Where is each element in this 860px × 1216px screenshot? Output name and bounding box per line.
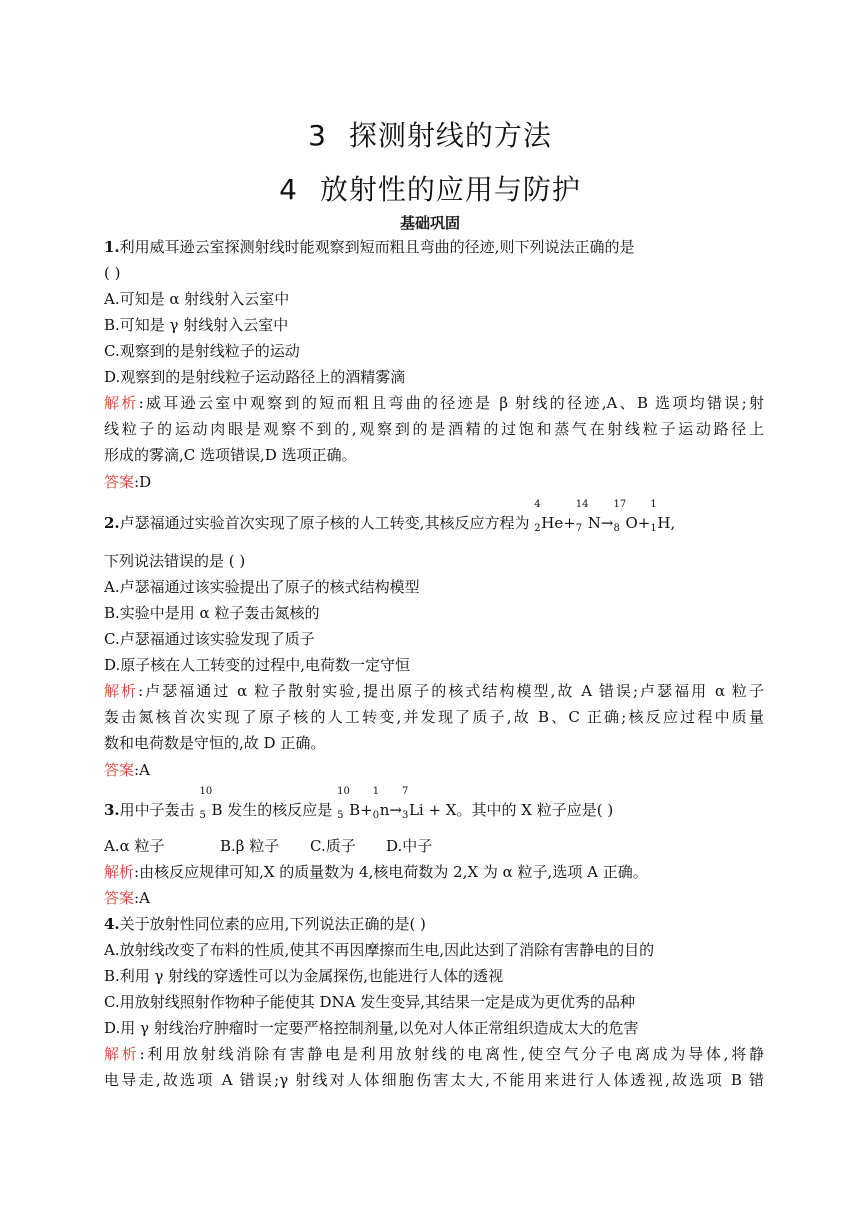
q3-analysis: 解析:由核反应规律可知,X 的质量数为 4,核电荷数为 2,X 为 α 粒子,选项 A 正确。 (104, 863, 648, 881)
lesson-title-3: 3 探测射线的方法 (308, 119, 552, 152)
analysis-label: 解析 (104, 1045, 140, 1063)
q4-analysis-line2: 电导走,故选项 A 错误;γ 射线对人体细胞伤害太大,不能用来进行人体透视,故选项 B 错 (104, 1071, 764, 1089)
nuclide-oxygen: 17 8 O (613, 499, 638, 534)
q2-answer: 答案:A (104, 761, 150, 779)
answer-label: 答案 (104, 761, 135, 779)
nuclide-boron: 10 5 B (199, 786, 223, 821)
q4-option-c: C.用放射线照射作物种子能使其 DNA 发生变异,其结果一定是成为更优秀的品种 (104, 993, 636, 1011)
q1-analysis-line1: 解析:威耳逊云室中观察到的短而粗且弯曲的径迹是 β 射线的径迹,A、B 选项均错误;射 (104, 394, 764, 412)
answer-label: 答案 (104, 473, 135, 491)
analysis-label: 解析 (104, 682, 139, 700)
q4-option-a: A.放射线改变了布料的性质,使其不再因摩擦而生电,因此达到了消除有害静电的目的 (104, 941, 655, 959)
q2-analysis-line2: 轰击氮核首次实现了原子核的人工转变,并发现了质子,故 B、C 正确;核反应过程中质量 (104, 708, 764, 726)
q2-option-b: B.实验中是用 α 粒子轰击氮核的 (104, 604, 320, 622)
q1-answer: 答案:D (104, 473, 152, 491)
q1-option-c: C.观察到的是射线粒子的运动 (104, 342, 300, 360)
q2-stem: 2.卢瑟福通过实验首次实现了原子核的人工转变,其核反应方程为 4 2 He+ 14 7 N→ 17 8 O+ 1 1 H, (104, 499, 676, 534)
q3-options (104, 835, 764, 857)
q3-option-c: C.质子 (310, 837, 356, 855)
q2-option-c: C.卢瑟福通过该实验发现了质子 (104, 630, 315, 648)
q3-option-d: D.中子 (386, 837, 433, 855)
q4-stem: 4.关于放射性同位素的应用,下列说法正确的是( ) (104, 915, 426, 933)
q1-stem: 1.利用威耳逊云室探测射线时能观察到短而粗且弯曲的径迹,则下列说法正确的是 (104, 238, 635, 256)
q4-option-d: D.用 γ 射线治疗肿瘤时一定要严格控制剂量,以免对人体正常组织造成太大的危害 (104, 1019, 639, 1037)
lesson-title-4: 4 放射性的应用与防护 (279, 173, 581, 206)
q2-stem-cont: 下列说法错误的是 ( ) (104, 552, 246, 570)
q3-option-b: B.β 粒子 (220, 837, 280, 855)
answer-label: 答案 (104, 889, 135, 907)
q1-option-d: D.观察到的是射线粒子运动路径上的酒精雾滴 (104, 368, 406, 386)
q2-analysis-line1: 解析:卢瑟福通过 α 粒子散射实验,提出原子的核式结构模型,故 A 错误;卢瑟福用 α 粒子 (104, 682, 764, 700)
q1-option-a: A.可知是 α 射线射入云室中 (104, 290, 290, 308)
q2-option-d: D.原子核在人工转变的过程中,电荷数一定守恒 (104, 656, 411, 674)
q4-analysis-line1: 解析:利用放射线消除有害静电是利用放射线的电离性,使空气分子电离成为导体,将静 (104, 1045, 764, 1063)
q2-option-a: A.卢瑟福通过该实验提出了原子的核式结构模型 (104, 578, 420, 596)
q4-option-b: B.利用 γ 射线的穿透性可以为金属探伤,也能进行人体的透视 (104, 967, 504, 985)
q2-analysis-line3: 数和电荷数是守恒的,故 D 正确。 (104, 734, 326, 752)
q1-blank: ( ) (104, 264, 121, 282)
nuclide-lithium: 7 3 Li (401, 786, 424, 821)
q3-answer: 答案:A (104, 889, 150, 907)
section-heading: 基础巩固 (399, 214, 460, 232)
q1-option-b: B.可知是 γ 射线射入云室中 (104, 316, 289, 334)
q1-analysis-line3: 形成的雾滴,C 选项错误,D 选项正确。 (104, 446, 357, 464)
q1-analysis-line2: 线粒子的运动肉眼是观察不到的,观察到的是酒精的过饱和蒸气在射线粒子运动路径上 (104, 420, 764, 438)
nuclide-nitrogen: 14 7 N (575, 499, 601, 534)
nuclide-neutron: 1 0 n (372, 786, 390, 821)
analysis-label: 解析 (104, 863, 135, 881)
q3-stem: 3.用中子轰击 10 5 B 发生的核反应是 10 5 B+ 1 0 n→ 7 3 Li + X。其中的 X 粒子应是( ) (104, 786, 614, 821)
analysis-label: 解析 (104, 394, 139, 412)
nuclide-boron-eq: 10 5 B (337, 786, 361, 821)
nuclide-helium: 4 2 He (534, 499, 564, 534)
q3-option-a: A.α 粒子 (104, 837, 165, 855)
nuclide-hydrogen: 1 1 H (650, 499, 671, 534)
